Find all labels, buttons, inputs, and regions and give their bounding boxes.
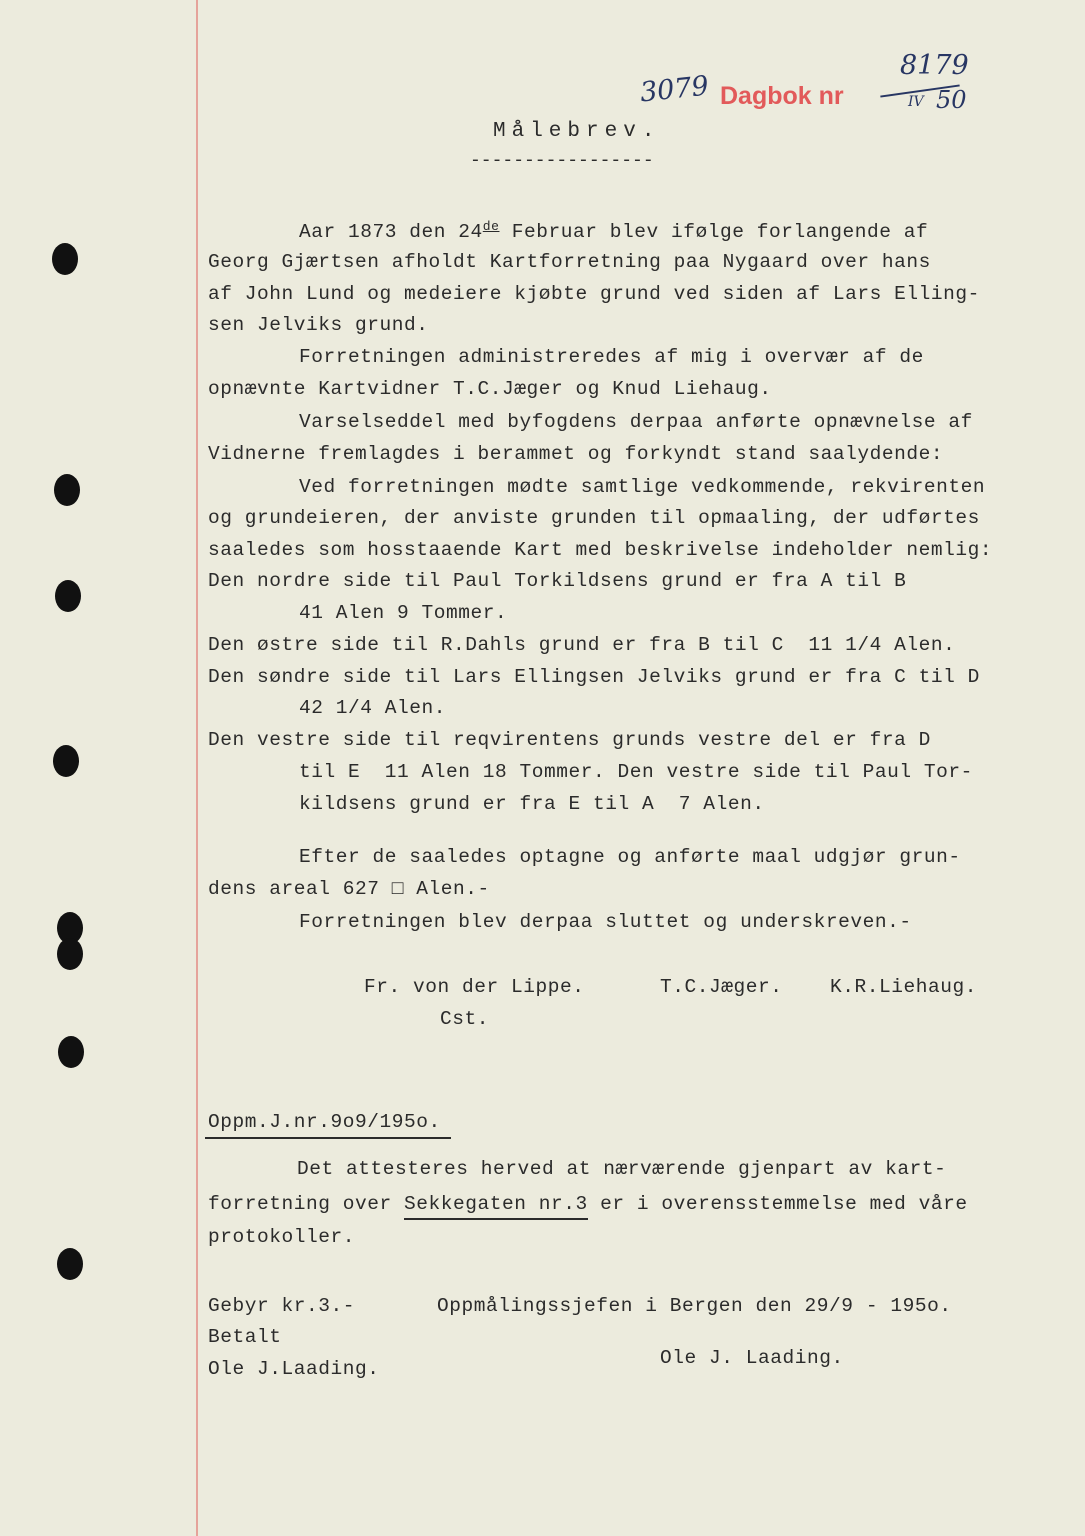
signature-surveyor: Fr. von der Lippe.	[364, 976, 585, 998]
punch-hole	[55, 580, 81, 612]
body-line-15: Den søndre side til Lars Ellingsen Jelviks grund er fra C til D	[208, 666, 980, 688]
margin-rule	[196, 0, 198, 1536]
body-line-19: kildsens grund er fra E til A 7 Alen.	[299, 793, 765, 815]
signature-surveyor-title: Cst.	[440, 1008, 490, 1030]
attest-line-1: Det attesteres herved at nærværende gjenpart av kart-	[297, 1158, 947, 1180]
body-line-13: 41 Alen 9 Tommer.	[299, 602, 508, 624]
body-line-9: Ved forretningen mødte samtlige vedkommende, rekvirenten	[299, 476, 986, 498]
body-line-22: Forretningen blev derpaa sluttet og underskreven.-	[299, 911, 912, 933]
journal-stamp	[638, 50, 990, 120]
body-line-18: til E 11 Alen 18 Tommer. Den vestre side til Paul Tor-	[299, 761, 973, 783]
body-line-8: Vidnerne fremlagdes i berammet og forkyndt stand saalydende:	[208, 443, 944, 465]
body-line-21: dens areal 627 □ Alen.-	[208, 878, 490, 900]
punch-hole	[58, 1036, 84, 1068]
signature-witness-1: T.C.Jæger.	[660, 976, 783, 998]
stamp-handwritten-number: 3079	[638, 70, 711, 109]
body-line-20: Efter de saaledes optagne og anførte maal udgjør grun-	[299, 846, 961, 868]
punch-hole	[54, 474, 80, 506]
stamp-sub-mark: IV	[908, 94, 924, 110]
office-signer: Ole J. Laading.	[660, 1347, 844, 1369]
stamp-entry-number: 8179	[900, 50, 969, 81]
body-line-6: opnævnte Kartvidner T.C.Jæger og Knud Liehaug.	[208, 378, 772, 400]
body-line-17: Den vestre side til reqvirentens grunds vestre del er fra D	[208, 729, 931, 751]
document-title: Målebrev.	[493, 120, 661, 143]
body-line-3: af John Lund og medeiere kjøbte grund ved siden af Lars Elling-	[208, 283, 980, 305]
body-line-7: Varselseddel med byfogdens derpaa anførte opnævnelse af	[299, 411, 973, 433]
street-address: Sekkegaten nr.3	[404, 1193, 588, 1220]
signature-witness-2: K.R.Liehaug.	[830, 976, 978, 998]
punch-hole	[52, 243, 78, 275]
title-rule: -----------------	[470, 151, 654, 171]
body-line-10: og grundeieren, der anviste grunden til opmaaling, der udførtes	[208, 507, 980, 529]
body-line-16: 42 1/4 Alen.	[299, 697, 447, 719]
office-date-line: Oppmålingssjefen i Bergen den 29/9 - 195o.	[437, 1295, 952, 1317]
punch-hole	[53, 745, 79, 777]
body-line-12: Den nordre side til Paul Torkildsens grund er fra A til B	[208, 570, 907, 592]
paid-line: Betalt	[208, 1326, 282, 1348]
reference-underline	[205, 1137, 451, 1139]
punch-hole	[57, 938, 83, 970]
attest-line-3: protokoller.	[208, 1226, 356, 1248]
reference-number: Oppm.J.nr.9o9/195o.	[208, 1111, 441, 1133]
body-line-2: Georg Gjærtsen afholdt Kartforretning paa Nygaard over hans	[208, 251, 931, 273]
body-line-11: saaledes som hosstaaende Kart med beskrivelse indeholder nemlig:	[208, 539, 993, 561]
body-line-14: Den østre side til R.Dahls grund er fra B til C 11 1/4 Alen.	[208, 634, 956, 656]
body-line-1: Aar 1873 den 24de Februar blev ifølge forlangende af	[299, 219, 929, 243]
stamp-label: Dagbok nr	[720, 82, 844, 110]
punch-hole	[57, 1248, 83, 1280]
attest-line-2: forretning over Sekkegaten nr.3 er i overensstemmelse med våre	[208, 1195, 968, 1215]
stamp-year: 50	[936, 86, 967, 114]
paid-by-line: Ole J.Laading.	[208, 1358, 380, 1380]
body-line-4: sen Jelviks grund.	[208, 314, 429, 336]
body-line-5: Forretningen administreredes af mig i overvær af de	[299, 346, 924, 368]
fee-line: Gebyr kr.3.-	[208, 1295, 356, 1317]
